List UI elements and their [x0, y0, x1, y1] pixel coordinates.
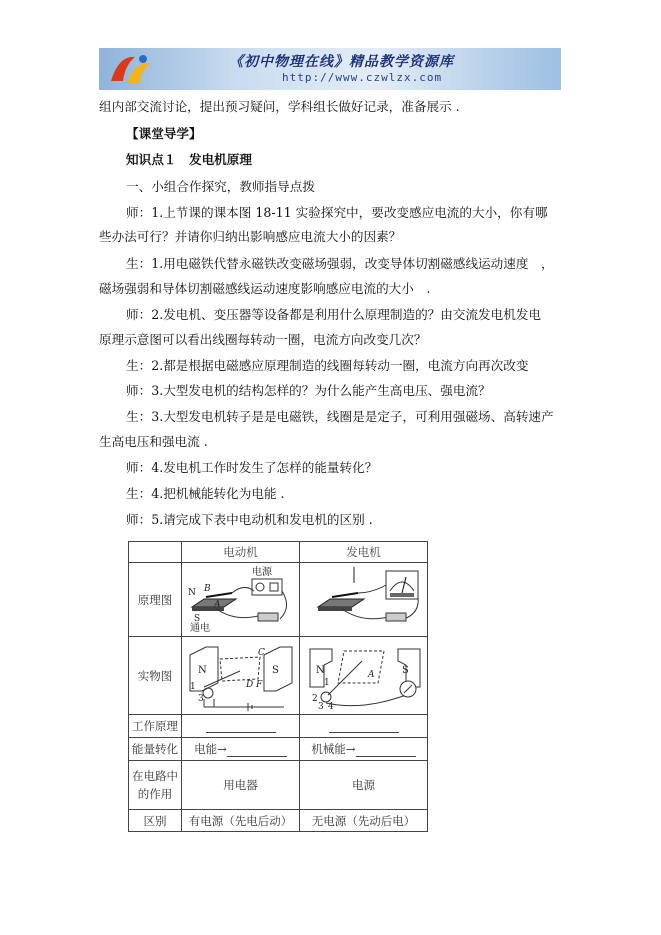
generator-role: 电源 [300, 761, 428, 810]
header-generator: 发电机 [300, 542, 428, 563]
text-line: 生：3.大型发电机转子是是电磁铁，线圈是是定子，可利用强磁场、高转速产 [126, 409, 554, 424]
label-N: N [187, 588, 196, 598]
generator-energy-prefix: 机械能→ [311, 742, 356, 756]
section-heading: 【课堂导学】 [126, 126, 202, 141]
motor-physical-figure [182, 637, 300, 715]
label-S: S [401, 665, 409, 676]
label-B: B [203, 584, 211, 594]
generator-energy-cell [300, 738, 428, 761]
generator-difference: 无电源（先动后电） [300, 810, 428, 832]
row-label-working-principle: 工作原理 [129, 715, 182, 738]
generator-physical-figure [300, 637, 428, 715]
label-D: D [245, 680, 253, 690]
text-line: 些办法可行？并请你归纳出影响感应电流大小的因素？ [99, 229, 402, 244]
text-line: 生：4.把机械能转化为电能 . [126, 486, 285, 501]
motor-energy-prefix: 电能→ [194, 742, 227, 756]
label-C: C [257, 648, 265, 658]
banner-title: 《初中物理在线》精品教学资源库 [229, 54, 454, 70]
motor-energy-cell [182, 738, 300, 761]
text-line: 原理示意图可以看出线圈每转动一圈，电流方向改变几次？ [99, 332, 427, 347]
label-A: A [213, 600, 220, 610]
label-1: 1 [323, 678, 330, 688]
label-3: 3 [317, 702, 324, 711]
label-3: 3 [197, 694, 204, 704]
row-label-difference: 区别 [129, 810, 182, 832]
generator-physical-diagram [302, 637, 426, 711]
motor-physical-diagram [184, 637, 298, 711]
motor-role: 用电器 [182, 761, 300, 810]
label-F: F [255, 680, 262, 690]
row-label-physical: 实物图 [129, 637, 182, 715]
knowledge-point-heading: 知识点１ 发电机原理 [126, 152, 252, 167]
text-line: 生：2.都是根据电磁感应原理制造的线圈每转动一圈，电流方向再次改变 [126, 358, 529, 373]
row-label-role-line2: 的作用 [137, 787, 173, 801]
generator-principle-diagram [302, 563, 426, 633]
text-line: 师：3.大型发电机的结构怎样的？为什么能产生高电压、强电流？ [126, 383, 491, 398]
row-label-principle: 原理图 [129, 563, 182, 637]
label-S: S [193, 614, 200, 624]
text-line: 师：1.上节课的课本图 18-11 实验探究中，要改变感应电流的大小，你有哪 [126, 205, 548, 220]
motor-principle-blank [182, 715, 300, 738]
label-power: 电源 [251, 567, 272, 578]
row-label-role [129, 761, 182, 810]
label-2: 2 [311, 694, 318, 704]
label-N: N [197, 665, 207, 676]
text-line: 磁场强弱和导体切割磁感线运动速度影响感应电流的大小 . [99, 281, 431, 296]
text-line: 师：2.发电机、变压器等设备都是利用什么原理制造的？由交流发电机发电 [126, 307, 542, 322]
generator-principle-figure [300, 563, 428, 637]
text-line: 生高电压和强电流 . [99, 434, 208, 449]
label-N: N [315, 665, 325, 676]
text-line: 师：4.发电机工作时发生了怎样的能量转化？ [126, 460, 378, 475]
logo-icon [105, 51, 157, 87]
text-line: 师：5.请完成下表中电动机和发电机的区别 . [126, 512, 373, 527]
motor-principle-figure [182, 563, 300, 637]
label-energize: 通电 [189, 623, 210, 633]
text-line: 组内部交流讨论，提出预习疑问，学科组长做好记录，准备展示 . [99, 99, 460, 114]
header-banner [99, 48, 561, 90]
banner-url: http://www.czwlzx.com [282, 71, 443, 84]
label-A: A [367, 670, 374, 680]
generator-principle-blank [300, 715, 428, 738]
motor-principle-diagram [184, 563, 298, 633]
motor-difference: 有电源（先电后动） [182, 810, 300, 832]
row-label-role-line1: 在电路中 [132, 769, 178, 783]
label-1: 1 [189, 682, 196, 692]
text-line: 生：1.用电磁铁代替永磁铁改变磁场强弱，改变导体切割磁感线运动速度 ， [126, 256, 554, 271]
row-label-energy: 能量转化 [129, 738, 182, 761]
text-line: 一、小组合作探究，教师指导点拨 [126, 179, 315, 194]
label-S: S [271, 665, 279, 676]
label-4: 4 [327, 702, 334, 711]
motor-generator-table [128, 541, 428, 832]
header-motor: 电动机 [182, 542, 300, 563]
